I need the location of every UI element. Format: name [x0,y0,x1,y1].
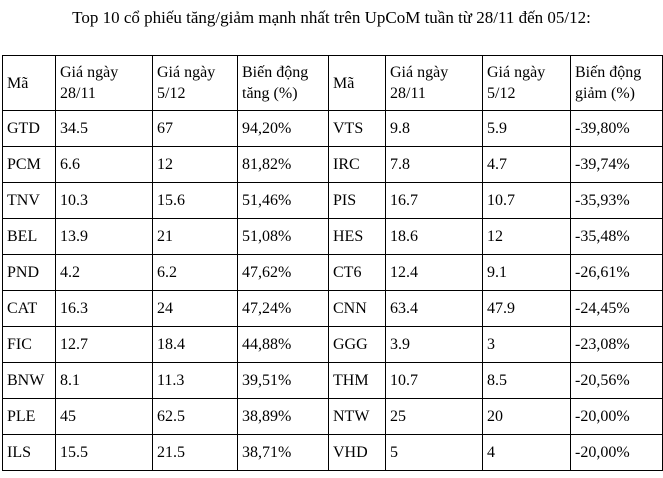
stock-code-cell: TNV [3,183,56,219]
price-2811-cell: 4.2 [56,255,153,291]
price-2811-cell: 10.3 [56,183,153,219]
column-header-gain-percent: Biến động tăng (%) [238,56,329,111]
stock-code-cell: NTW [329,399,386,435]
price-2811-cell: 12.7 [56,327,153,363]
stock-code-cell: PND [3,255,56,291]
column-header-price-2811-losers: Giá ngày 28/11 [386,56,483,111]
change-percent-cell: -35,93% [571,183,663,219]
price-512-cell: 4 [483,435,571,471]
table-row [3,111,663,147]
change-percent-cell: 38,89% [238,399,329,435]
table-row [3,219,663,255]
price-2811-cell: 16.7 [386,183,483,219]
price-512-cell: 15.6 [153,183,238,219]
table-header [3,56,663,111]
stock-code-cell: CT6 [329,255,386,291]
price-512-cell: 20 [483,399,571,435]
table-body [3,111,663,471]
price-512-cell: 9.1 [483,255,571,291]
price-512-cell: 62.5 [153,399,238,435]
price-2811-cell: 12.4 [386,255,483,291]
change-percent-cell: 38,71% [238,435,329,471]
table-row [3,255,663,291]
change-percent-cell: 47,62% [238,255,329,291]
stock-code-cell: CAT [3,291,56,327]
change-percent-cell: -20,56% [571,363,663,399]
stock-code-cell: CNN [329,291,386,327]
change-percent-cell: 51,08% [238,219,329,255]
stock-code-cell: BEL [3,219,56,255]
change-percent-cell: -20,00% [571,435,663,471]
change-percent-cell: -35,48% [571,219,663,255]
table-row [3,363,663,399]
price-512-cell: 24 [153,291,238,327]
stock-code-cell: VTS [329,111,386,147]
price-2811-cell: 3.9 [386,327,483,363]
price-2811-cell: 8.1 [56,363,153,399]
page-title: Top 10 cổ phiếu tăng/giảm mạnh nhất trên UpCoM tuần từ 28/11 đến 05/12: [72,8,591,27]
column-header-loss-percent: Biến động giảm (%) [571,56,663,111]
change-percent-cell: -20,00% [571,399,663,435]
header-row [3,56,663,111]
price-512-cell: 8.5 [483,363,571,399]
change-percent-cell: -23,08% [571,327,663,363]
change-percent-cell: 51,46% [238,183,329,219]
stock-code-cell: BNW [3,363,56,399]
price-512-cell: 47.9 [483,291,571,327]
price-512-cell: 67 [153,111,238,147]
stock-code-cell: IRC [329,147,386,183]
stock-code-cell: THM [329,363,386,399]
stock-code-cell: GTD [3,111,56,147]
change-percent-cell: 81,82% [238,147,329,183]
price-512-cell: 6.2 [153,255,238,291]
price-2811-cell: 13.9 [56,219,153,255]
table-row [3,327,663,363]
price-512-cell: 18.4 [153,327,238,363]
change-percent-cell: -26,61% [571,255,663,291]
price-2811-cell: 34.5 [56,111,153,147]
stock-code-cell: PIS [329,183,386,219]
price-2811-cell: 6.6 [56,147,153,183]
price-2811-cell: 25 [386,399,483,435]
price-512-cell: 4.7 [483,147,571,183]
stock-table [2,55,663,471]
stock-code-cell: PCM [3,147,56,183]
change-percent-cell: 94,20% [238,111,329,147]
change-percent-cell: -39,80% [571,111,663,147]
table-row [3,291,663,327]
price-512-cell: 5.9 [483,111,571,147]
price-2811-cell: 15.5 [56,435,153,471]
stock-code-cell: HES [329,219,386,255]
price-512-cell: 12 [153,147,238,183]
column-header-code-gainers: Mã [3,56,56,111]
change-percent-cell: 44,88% [238,327,329,363]
stock-code-cell: VHD [329,435,386,471]
price-2811-cell: 7.8 [386,147,483,183]
price-512-cell: 3 [483,327,571,363]
change-percent-cell: 47,24% [238,291,329,327]
price-2811-cell: 9.8 [386,111,483,147]
stock-code-cell: GGG [329,327,386,363]
price-512-cell: 10.7 [483,183,571,219]
stock-code-cell: ILS [3,435,56,471]
column-header-price-2811-gainers: Giá ngày 28/11 [56,56,153,111]
price-2811-cell: 10.7 [386,363,483,399]
column-header-price-512-gainers: Giá ngày 5/12 [153,56,238,111]
stock-code-cell: FIC [3,327,56,363]
table-row [3,183,663,219]
table-row [3,435,663,471]
price-2811-cell: 18.6 [386,219,483,255]
price-512-cell: 11.3 [153,363,238,399]
price-512-cell: 21.5 [153,435,238,471]
stock-code-cell: PLE [3,399,56,435]
price-512-cell: 12 [483,219,571,255]
price-2811-cell: 45 [56,399,153,435]
price-2811-cell: 16.3 [56,291,153,327]
column-header-price-512-losers: Giá ngày 5/12 [483,56,571,111]
change-percent-cell: 39,51% [238,363,329,399]
price-512-cell: 21 [153,219,238,255]
change-percent-cell: -39,74% [571,147,663,183]
price-2811-cell: 5 [386,435,483,471]
price-2811-cell: 63.4 [386,291,483,327]
table-row [3,399,663,435]
change-percent-cell: -24,45% [571,291,663,327]
column-header-code-losers: Mã [329,56,386,111]
table-row [3,147,663,183]
